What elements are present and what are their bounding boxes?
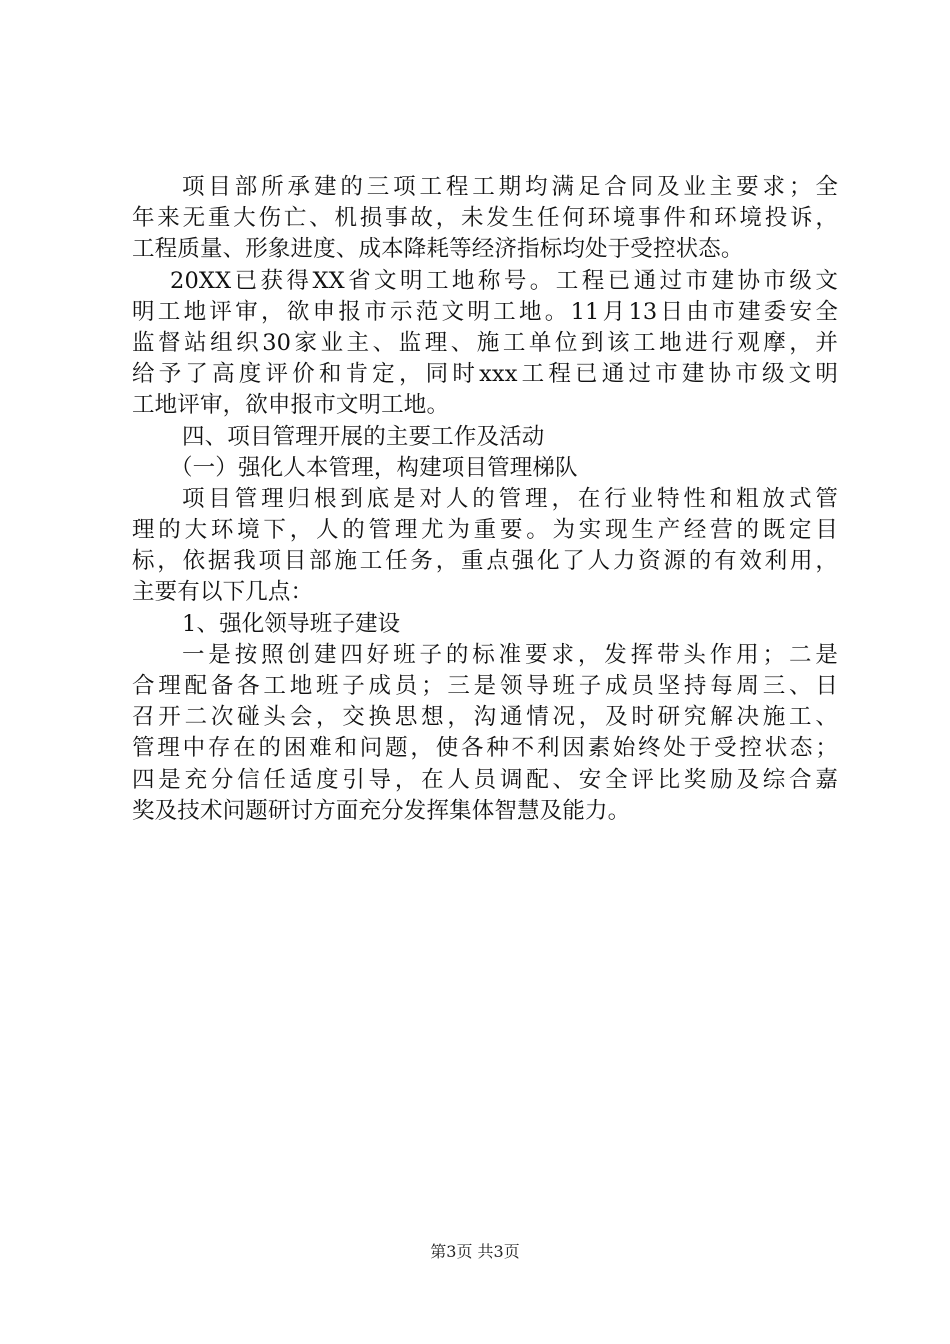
paragraph-line: 主要有以下几点：	[132, 579, 314, 606]
paragraph-line: 一是按照创建四好班子的标准要求，发挥带头作用；二是	[182, 641, 838, 668]
paragraph-line: 四是充分信任适度引导，在人员调配、安全评比奖励及综合嘉	[132, 766, 838, 793]
document-body	[132, 172, 838, 827]
paragraph-line: 管理中存在的困难和问题，使各种不利因素始终处于受控状态；	[132, 735, 838, 762]
paragraph-line: 工程质量、形象进度、成本降耗等经济指标均处于受控状态。	[132, 236, 744, 263]
paragraph-line: 项目部所承建的三项工程工期均满足合同及业主要求；全	[182, 174, 838, 200]
paragraph-line: 给予了高度评价和肯定，同时xxx工程已通过市建协市级文明	[132, 361, 838, 388]
paragraph-line: 标，依据我项目部施工任务，重点强化了人力资源的有效利用，	[132, 548, 838, 575]
paragraph-line: 项目管理归根到底是对人的管理，在行业特性和粗放式管	[182, 485, 838, 512]
paragraph-line: 召开二次碰头会，交换思想，沟通情况，及时研究解决施工、	[132, 704, 838, 731]
page-number-footer: 第3页 共3页	[430, 1242, 520, 1261]
item-heading: 1、强化领导班子建设	[182, 610, 401, 637]
paragraph-line: 20XX已获得XX省文明工地称号。工程已通过市建协市级文	[170, 267, 838, 294]
section-heading: 四、项目管理开展的主要工作及活动	[182, 423, 545, 450]
paragraph-line: 合理配备各工地班子成员；三是领导班子成员坚持每周三、日	[132, 673, 838, 699]
paragraph-line: 明工地评审，欲申报市示范文明工地。11月13日由市建委安全	[132, 298, 838, 325]
paragraph-line: 理的大环境下，人的管理尤为重要。为实现生产经营的既定目	[132, 517, 838, 544]
subsection-heading: （一）强化人本管理，构建项目管理梯队	[170, 454, 578, 481]
paragraph-line: 年来无重大伤亡、机损事故，未发生任何环境事件和环境投诉，	[132, 205, 838, 232]
paragraph-line: 奖及技术问题研讨方面充分发挥集体智慧及能力。	[132, 797, 631, 824]
paragraph-line: 监督站组织30家业主、监理、施工单位到该工地进行观摩，并	[132, 329, 838, 356]
paragraph-line: 工地评审，欲申报市文明工地。	[132, 392, 450, 419]
